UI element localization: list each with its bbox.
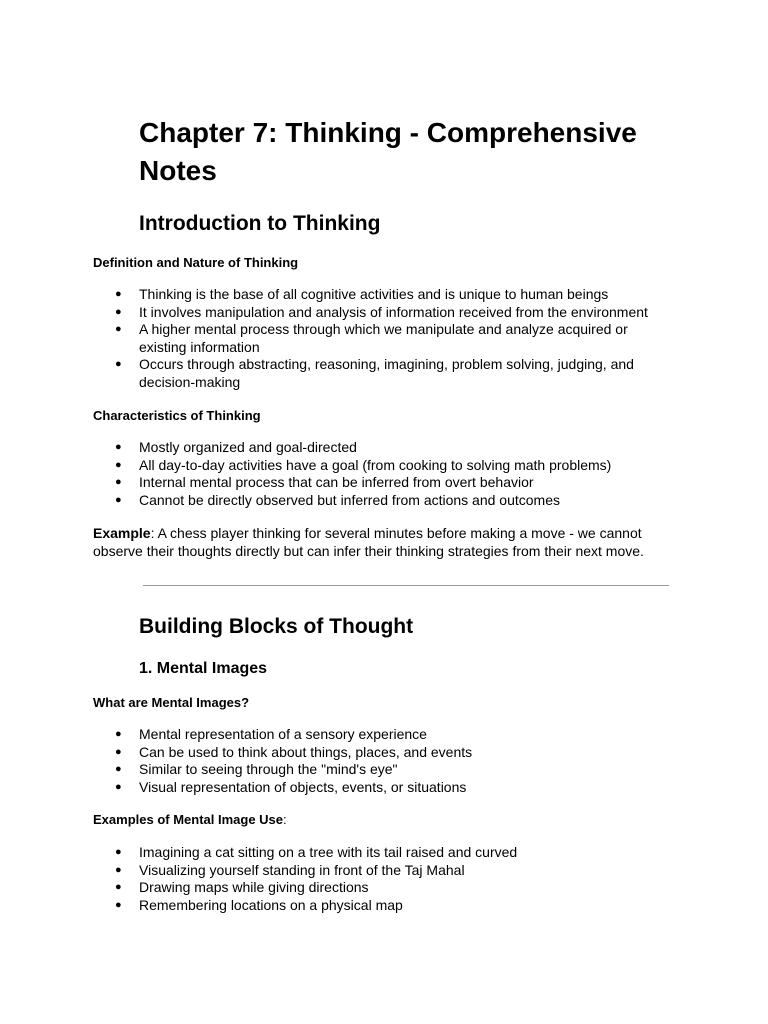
- list-item: ● Remembering locations on a physical map: [115, 896, 403, 913]
- list-item: ● Visual representation of objects, events, or situations: [115, 778, 467, 795]
- examples-label-suffix: :: [283, 812, 287, 827]
- what-list: [93, 726, 693, 796]
- definition-label: Definition and Nature of Thinking: [93, 255, 299, 270]
- bullet-icon: ●: [115, 863, 122, 876]
- list-item: ● All day-to-day activities have a goal (from cooking to solving math problems): [115, 456, 612, 473]
- bullet-icon: ●: [115, 763, 122, 776]
- list-item: ● Internal mental process that can be inferred from overt behavior: [115, 474, 534, 491]
- bullet-icon: ●: [115, 846, 122, 858]
- examples-list: [93, 844, 693, 914]
- list-item: ● Visualizing yourself standing in front of the Taj Mahal: [115, 861, 465, 878]
- bullet-icon: ●: [115, 305, 122, 318]
- list-item: ● Mental representation of a sensory experience: [115, 726, 427, 742]
- list-item: ● It involves manipulation and analysis of information received from the environment: [115, 303, 648, 320]
- list-item: ● Occurs through abstracting, reasoning, imagining, problem solving, judging, and decision-making: [115, 356, 634, 390]
- bullet-icon: ●: [115, 881, 122, 894]
- bullet-icon: ●: [115, 728, 122, 740]
- list-item: ● Cannot be directly observed but inferred from actions and outcomes: [115, 491, 561, 508]
- example-paragraph: [93, 525, 673, 560]
- bullet-icon: ●: [115, 323, 122, 336]
- list-item: ● Similar to seeing through the "mind's eye": [115, 761, 398, 778]
- bullet-icon: ●: [115, 898, 122, 911]
- horizontal-divider: [143, 585, 669, 586]
- bullet-icon: ●: [115, 458, 122, 471]
- bullet-icon: ●: [115, 493, 122, 506]
- list-item: ● Imagining a cat sitting on a tree with its tail raised and curved: [115, 844, 518, 860]
- bullet-icon: ●: [115, 745, 122, 758]
- bullet-icon: ●: [115, 441, 122, 453]
- bullet-icon: ●: [115, 780, 122, 793]
- example-label: Example: [93, 525, 151, 541]
- bullet-icon: ●: [115, 358, 122, 371]
- bullet-icon: ●: [115, 288, 122, 300]
- list-item: ● Mostly organized and goal-directed: [115, 439, 357, 455]
- what-label: What are Mental Images?: [93, 695, 250, 710]
- subsection-heading-mental-images: 1. Mental Images: [139, 660, 268, 677]
- list-item: ● Can be used to think about things, places, and events: [115, 743, 473, 760]
- example-text: : A chess player thinking for several minutes before making a move - we cannot observe their thoughts directly but can infer their thinking strategies from their next move.: [93, 525, 644, 559]
- characteristics-label: Characteristics of Thinking: [93, 408, 261, 423]
- examples-label-line: [93, 811, 287, 828]
- definition-list: [93, 286, 693, 392]
- page-title: Chapter 7: Thinking - Comprehensive Notes: [139, 117, 637, 186]
- list-item: ● A higher mental process through which we manipulate and analyze acquired or existing information: [115, 321, 628, 355]
- characteristics-list: [93, 439, 693, 509]
- section-heading-intro: Introduction to Thinking: [139, 212, 381, 235]
- examples-label: Examples of Mental Image Use: [93, 812, 284, 827]
- list-item: ● Drawing maps while giving directions: [115, 879, 369, 896]
- bullet-icon: ●: [115, 476, 122, 489]
- list-item: ● Thinking is the base of all cognitive activities and is unique to human beings: [115, 286, 609, 302]
- section-heading-building-blocks: Building Blocks of Thought: [139, 615, 414, 638]
